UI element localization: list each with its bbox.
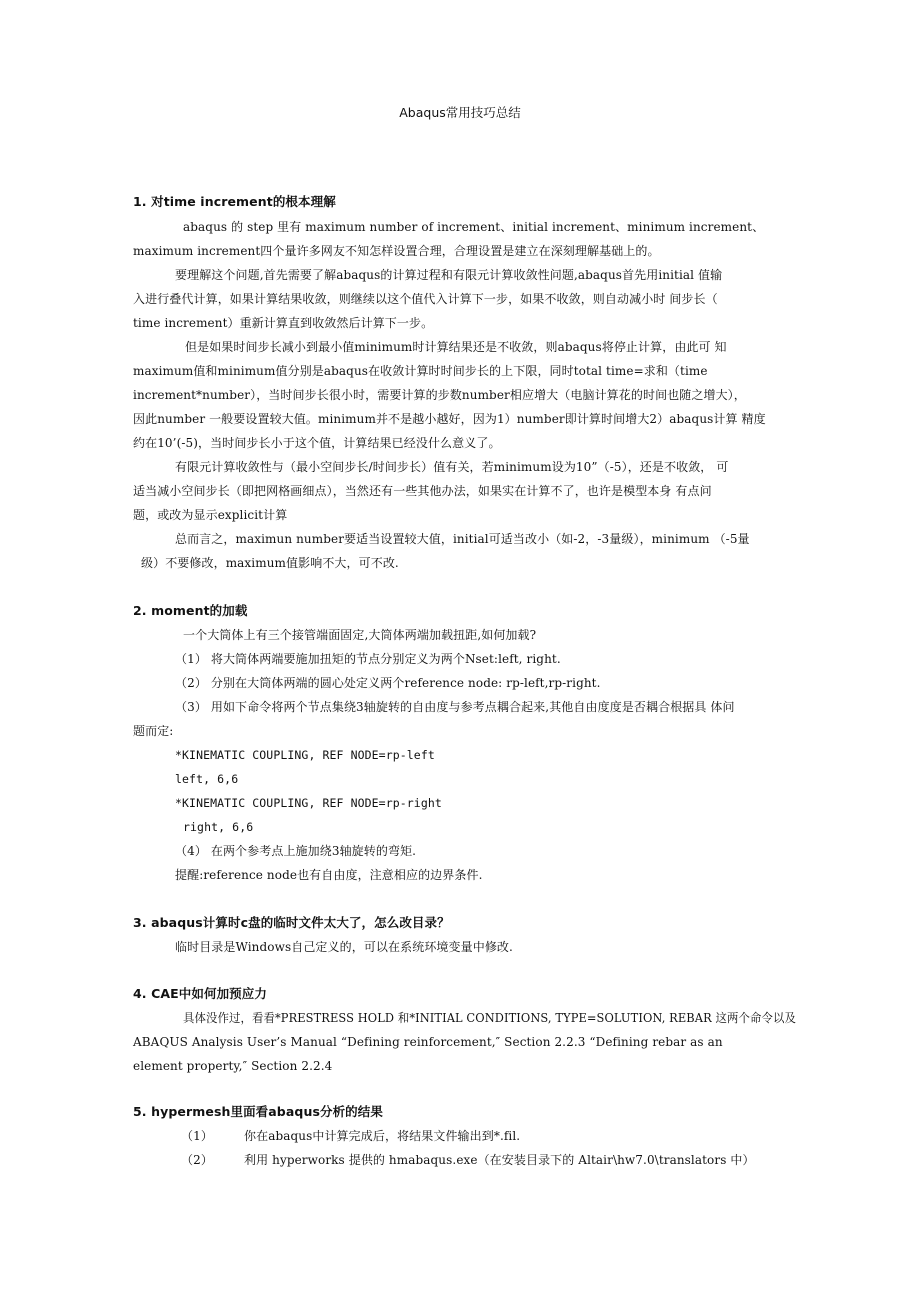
paragraph-line: 临时目录是Windows自己定义的，可以在系统环境变量中修改. (175, 940, 513, 954)
paragraph-line: 级）不要修改，maximum值影响不大，可不改. (141, 556, 399, 570)
paragraph-line: 但是如果时间步长减小到最小值minimum时计算结果还是不收敛，则abaqus将停止计算，由此可 知 (185, 340, 727, 354)
list-item: （4） 在两个参考点上施加绕3轴旋转的弯矩. (175, 844, 417, 858)
paragraph-line: 因此number 一般要设置较大值。minimum并不是越小越好，因为1）number即计算时间增大2）abaqus计算 精度 (133, 412, 766, 426)
list-item: 你在abaqus中计算完成后，将结果文件输出到*.fil. (244, 1129, 521, 1143)
paragraph-line: maximum increment四个量许多网友不知怎样设置合理，合理设置是建立在深刻理解基础上的。 (133, 244, 660, 258)
code-line: *KINEMATIC COUPLING, REF NODE=rp-right (175, 796, 442, 810)
section-5-heading: 5. hypermesh里面看abaqus分析的结果 (133, 1104, 383, 1119)
section-2-heading: 2. moment的加载 (133, 603, 248, 618)
paragraph-line: 提醒:reference node也有自由度，注意相应的边界条件. (175, 868, 483, 882)
paragraph-line: increment*number），当时间步长很小时，需要计算的步数number相应增大（电脑计算花的时间也随之增大）， (133, 388, 746, 402)
paragraph-line: maximum值和minimum值分别是abaqus在收敛计算时时间步长的上下限，同时total time=求和（time (133, 364, 708, 378)
code-line: left, 6,6 (175, 772, 239, 786)
list-number: （2） (181, 1153, 213, 1167)
section-1-heading: 1. 对time increment的根本理解 (133, 194, 336, 209)
section-4-heading: 4. CAE中如何加预应力 (133, 986, 267, 1001)
paragraph-line: 总而言之，maximun number要适当设置较大值，initial可适当改小（如-2，-3量级），minimum （-5量 (175, 532, 750, 546)
paragraph-line: 适当减小空间步长（即把网格画细点），当然还有一些其他办法，如果实在计算不了，也许是模型本身 有点问 (133, 484, 712, 498)
paragraph-line: 题而定: (133, 724, 174, 738)
list-item: 利用 hyperworks 提供的 hmabaqus.exe（在安装目录下的 Altair\hw7.0\translators 中） (244, 1153, 755, 1167)
list-item: （1） 将大筒体两端要施加扭矩的节点分别定义为两个Nset:left, right. (175, 652, 561, 666)
paragraph-line: time increment）重新计算直到收敛然后计算下一步。 (133, 316, 434, 330)
list-item: （2） 分别在大筒体两端的圆心处定义两个reference node: rp-left,rp-right. (175, 676, 601, 690)
paragraph-line: 约在10’(-5)，当时间步长小于这个值，计算结果已经没什么意义了。 (133, 436, 501, 450)
paragraph-line: abaqus 的 step 里有 maximum number of increment、initial increment、minimum increment、 (183, 220, 765, 234)
paragraph-line: ABAQUS Analysis User’s Manual “Defining reinforcement,″ Section 2.2.3 “Defining rebar as an (133, 1035, 723, 1049)
code-line: right, 6,6 (183, 820, 254, 834)
paragraph-line: 入进行叠代计算，如果计算结果收敛，则继续以这个值代入计算下一步，如果不收敛，则自动减小时 间步长（ (133, 292, 718, 306)
code-line: *KINEMATIC COUPLING, REF NODE=rp-left (175, 748, 435, 762)
paragraph-line: 具体没作过，看看*PRESTRESS HOLD 和*INITIAL CONDITIONS, TYPE=SOLUTION, REBAR 这两个命令以及 (183, 1011, 796, 1025)
list-item: （3） 用如下命令将两个节点集绕3轴旋转的自由度与参考点耦合起来,其他自由度度是否耦合根据具 体问 (175, 700, 735, 714)
section-3-heading: 3. abaqus计算时c盘的临时文件太大了，怎么改目录？ (133, 915, 450, 930)
paragraph-line: 题，或改为显示explicit计算 (133, 508, 288, 522)
paragraph-line: 有限元计算收敛性与（最小空间步长/时间步长）值有关，若minimum设为10”（-5），还是不收敛， 可 (175, 460, 729, 474)
document-title: Abaqus常用技巧总结 (399, 105, 521, 120)
paragraph-line: 要理解这个问题,首先需要了解abaqus的计算过程和有限元计算收敛性问题,abaqus首先用initial 值输 (175, 268, 723, 282)
paragraph-line: 一个大筒体上有三个接管端面固定,大筒体两端加载扭距,如何加载? (183, 628, 537, 642)
list-number: （1） (181, 1129, 213, 1143)
paragraph-line: element property,″ Section 2.2.4 (133, 1059, 333, 1073)
